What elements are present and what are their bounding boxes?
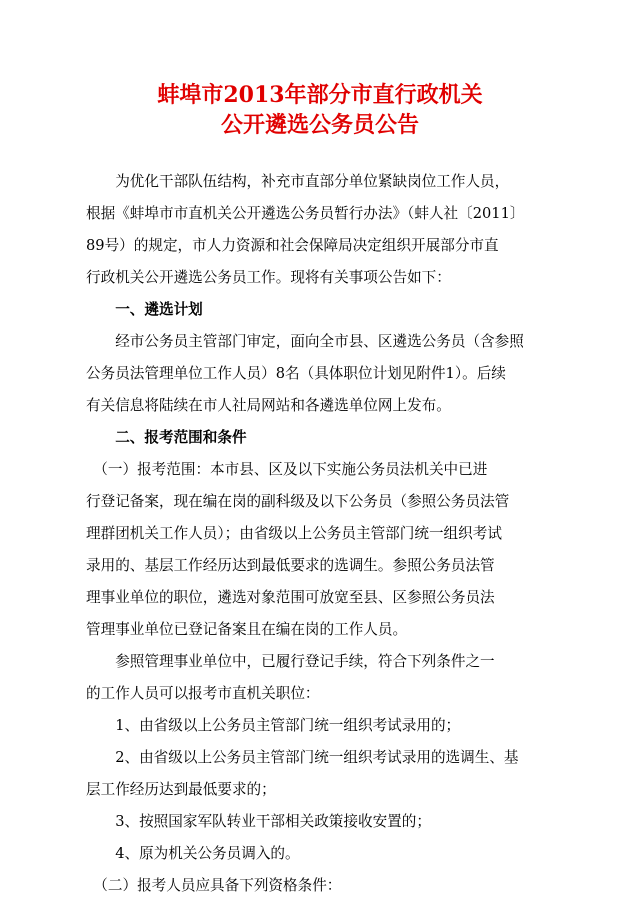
body-line: 为优化干部队伍结构，补充市直部分单位紧缺岗位工作人员， [86,173,510,190]
body-line: 经市公务员主管部门审定，面向全市县、区遴选公务员（含参照 [86,333,524,350]
section-heading-scope-conditions: 二、报考范围和条件 [86,429,247,446]
body-line: 行政机关公开遴选公务员工作。现将有关事项公告如下： [86,269,451,286]
list-item-3: 3、按照国家军队转业干部相关政策接收安置的； [86,813,431,830]
list-item-2-continued: 层工作经历达到最低要求的； [86,781,276,798]
body-line: 公务员法管理单位工作人员）8名（具体职位计划见附件1）。后续 [86,365,506,382]
document-title-line-1: 蚌埠市2013年部分市直行政机关 [157,82,483,108]
section-heading-selection-plan: 一、遴选计划 [86,301,203,318]
body-line: 参照管理事业单位中，已履行登记手续，符合下列条件之一 [86,653,495,670]
body-line: 89号）的规定，市人力资源和社会保障局决定组织开展部分市直 [86,237,499,254]
list-item-1: 1、由省级以上公务员主管部门统一组织考试录用的； [86,717,461,734]
body-line: 行登记备案，现在编在岗的副科级及以下公务员（参照公务员法管 [86,493,510,510]
body-line: 理事业单位的职位，遴选对象范围可放宽至县、区参照公务员法 [86,589,495,606]
body-line: 管理事业单位已登记备案且在编在岗的工作人员。 [86,621,408,638]
document-title-line-2: 公开遴选公务员公告 [220,112,419,138]
body-line: 有关信息将陆续在市人社局网站和各遴选单位网上发布。 [86,397,451,414]
body-line: （一）报考范围：本市县、区及以下实施公务员法机关中已进 [86,461,488,478]
body-line: 的工作人员可以报考市直机关职位： [86,685,320,702]
body-line: 根据《蚌埠市市直机关公开遴选公务员暂行办法》（蚌人社〔2011〕 [86,205,525,222]
body-line: 理群团机关工作人员）；由省级以上公务员主管部门统一组织考试 [86,525,502,542]
list-item-4: 4、原为机关公务员调入的。 [86,845,300,862]
subsection-heading-qualifications: （二）报考人员应具备下列资格条件： [86,877,342,894]
body-line: 录用的、基层工作经历达到最低要求的选调生。参照公务员法管 [86,557,495,574]
list-item-2: 2、由省级以上公务员主管部门统一组织考试录用的选调生、基 [86,749,519,766]
